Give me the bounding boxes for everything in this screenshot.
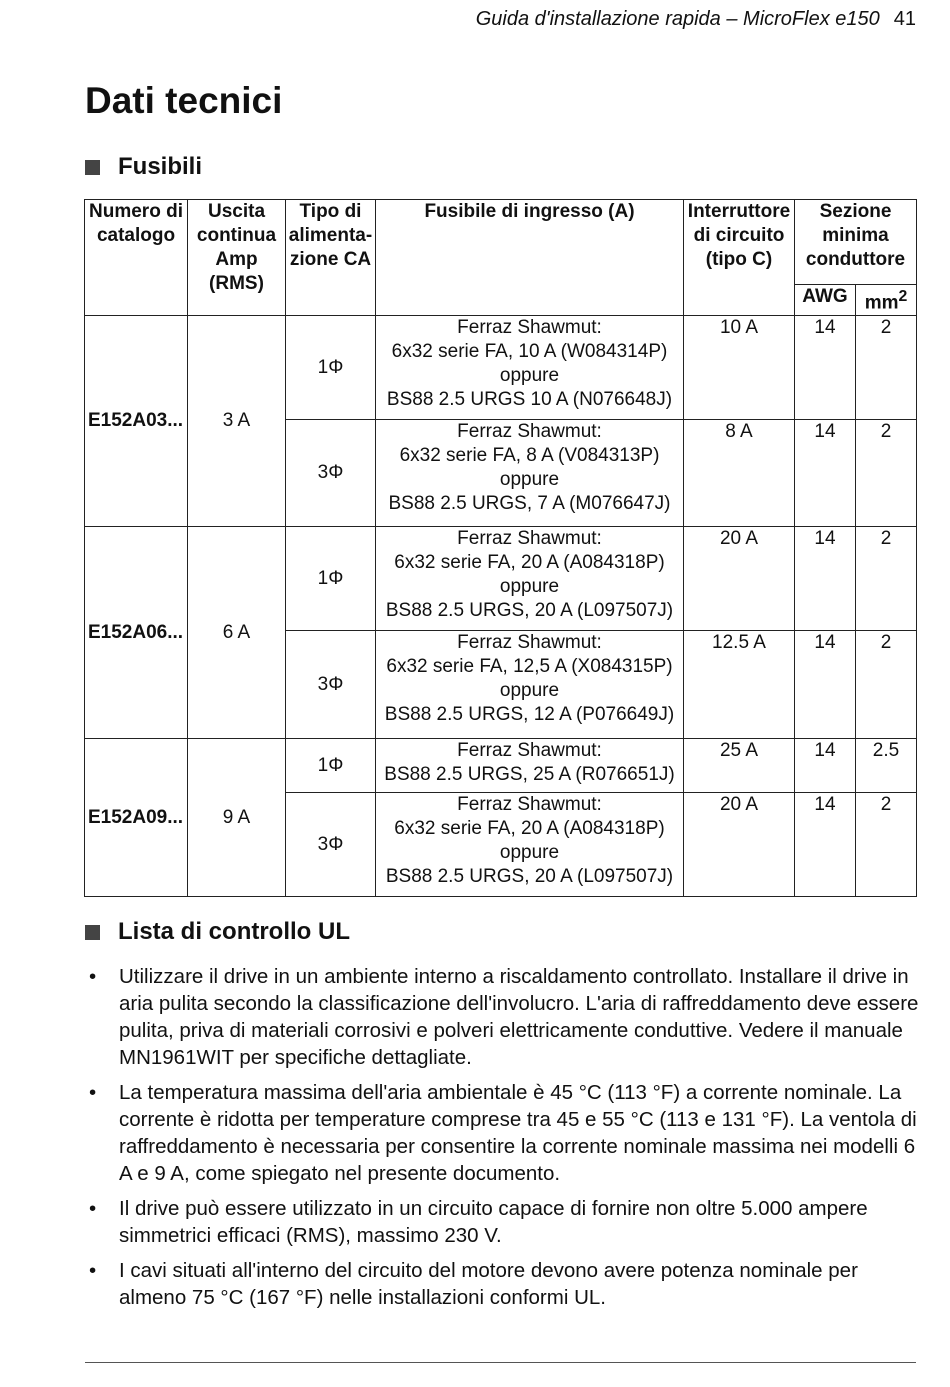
output-cell: 3 A xyxy=(188,316,286,527)
fuse-line: BS88 2.5 URGS, 7 A (M076647J) xyxy=(388,493,671,515)
mm2-cell: 2 xyxy=(856,420,917,527)
phase-cell: 3Φ xyxy=(286,420,376,527)
breaker-cell: 8 A xyxy=(684,420,795,527)
breaker-cell: 12.5 A xyxy=(684,631,795,739)
fuse-cell xyxy=(376,739,684,793)
page-title: Dati tecnici xyxy=(85,80,283,121)
list-item: • I cavi situati all'interno del circuito del motore devono avere potenza nominale per almeno 75 °C (167 °F) nelle installazioni conformi UL. xyxy=(86,1257,921,1311)
table-row xyxy=(85,527,917,631)
fuse-line: 6x32 serie FA, 8 A (V084313P) xyxy=(399,445,660,467)
breaker-cell: 25 A xyxy=(684,739,795,793)
fuse-line: Ferraz Shawmut: xyxy=(457,421,602,443)
awg-cell: 14 xyxy=(795,793,856,897)
fuse-line: 6x32 serie FA, 20 A (A084318P) xyxy=(394,818,665,840)
fuse-line: Ferraz Shawmut: xyxy=(457,794,602,816)
awg-cell: 14 xyxy=(795,739,856,793)
mm2-cell: 2 xyxy=(856,793,917,897)
fuse-line: Ferraz Shawmut: xyxy=(457,632,602,654)
fuse-line: BS88 2.5 URGS, 20 A (L097507J) xyxy=(385,600,674,622)
table-row xyxy=(85,316,917,420)
phase-cell: 1Φ xyxy=(286,527,376,631)
square-bullet-icon xyxy=(85,160,100,175)
footer-rule xyxy=(85,1362,916,1363)
phase-cell: 3Φ xyxy=(286,631,376,739)
awg-cell: 14 xyxy=(795,316,856,420)
fuse-line: oppure xyxy=(499,680,560,702)
breaker-cell: 20 A xyxy=(684,793,795,897)
awg-cell: 14 xyxy=(795,631,856,739)
list-item: • Utilizzare il drive in un ambiente interno a riscaldamento controllato. Installare il drive in aria pulita secondo la classificazione dell'involucro. L'aria di raffreddamento deve essere pulita, priva di materiali corrosivi e polveri elettricamente conduttive. Vedere il manuale MN1961WIT per specifiche dettagliate. xyxy=(86,963,921,1071)
fuse-cell xyxy=(376,527,684,631)
fuse-line: oppure xyxy=(499,469,560,491)
col-header-section: Sezione minima conduttore xyxy=(795,200,917,285)
fuse-line: Ferraz Shawmut: xyxy=(457,740,602,762)
fuse-cell xyxy=(376,420,684,527)
fuse-line: Ferraz Shawmut: xyxy=(457,317,602,339)
fuse-line: oppure xyxy=(499,576,560,598)
output-cell: 9 A xyxy=(188,739,286,897)
breaker-cell: 10 A xyxy=(684,316,795,420)
mm2-cell: 2 xyxy=(856,316,917,420)
catalog-cell: E152A03... xyxy=(85,316,188,527)
output-cell: 6 A xyxy=(188,527,286,739)
fuse-line: BS88 2.5 URGS 10 A (N076648J) xyxy=(386,389,673,411)
catalog-cell: E152A06... xyxy=(85,527,188,739)
breaker-cell: 20 A xyxy=(684,527,795,631)
fuse-line: 6x32 serie FA, 12,5 A (X084315P) xyxy=(386,656,673,678)
fuse-line: BS88 2.5 URGS, 12 A (P076649J) xyxy=(384,704,675,726)
mm2-cell: 2.5 xyxy=(856,739,917,793)
list-item: • Il drive può essere utilizzato in un circuito capace di fornire non oltre 5.000 ampere simmetrici efficaci (RMS), massimo 230 V. xyxy=(86,1195,921,1249)
fuses-heading-text: Fusibili xyxy=(118,153,202,180)
fuse-line: Ferraz Shawmut: xyxy=(457,528,602,550)
table-row xyxy=(85,739,917,793)
col-header-mm2: $mm^2$ xyxy=(856,285,917,316)
fuses-table xyxy=(84,199,917,897)
running-title: Guida d'installazione rapida – MicroFlex e150 xyxy=(475,8,880,30)
awg-cell: 14 xyxy=(795,527,856,631)
col-header-fuse: Fusibile di ingresso (A) xyxy=(376,200,684,316)
col-header-supply: Tipo di alimenta-zione CA xyxy=(286,200,376,316)
col-header-output: Uscita continua Amp (RMS) xyxy=(188,200,286,316)
fuse-line: oppure xyxy=(499,365,560,387)
square-bullet-icon xyxy=(85,925,100,940)
mm2-cell: 2 xyxy=(856,527,917,631)
fuse-line: BS88 2.5 URGS, 25 A (R076651J) xyxy=(384,764,675,786)
fuse-line: BS88 2.5 URGS, 20 A (L097507J) xyxy=(385,866,674,888)
fuse-line: oppure xyxy=(499,842,560,864)
fuse-cell xyxy=(376,631,684,739)
fuse-line: 6x32 serie FA, 20 A (A084318P) xyxy=(394,552,665,574)
col-header-catalog: Numero di catalogo xyxy=(85,200,188,316)
fuses-table-body xyxy=(85,316,917,897)
mm2-cell: 2 xyxy=(856,631,917,739)
phase-cell: 1Φ xyxy=(286,739,376,793)
page-number: 41 xyxy=(893,8,916,30)
fuses-heading xyxy=(85,153,202,181)
col-header-breaker: Interruttore di circuito (tipo C) xyxy=(684,200,795,316)
col-header-awg: AWG xyxy=(795,285,856,316)
running-header xyxy=(476,8,916,31)
catalog-cell: E152A09... xyxy=(85,739,188,897)
ul-heading-text: Lista di controllo UL xyxy=(118,918,350,945)
phase-cell: 1Φ xyxy=(286,316,376,420)
fuse-cell xyxy=(376,793,684,897)
fuse-cell xyxy=(376,316,684,420)
ul-heading xyxy=(85,918,350,946)
list-item: • La temperatura massima dell'aria ambientale è 45 °C (113 °F) a corrente nominale. La corrente è ridotta per temperature comprese tra 45 e 55 °C (113 e 131 °F). La ventola di raffreddamento è necessaria per consentire la corrente nominale massima nei modelli 6 A e 9 A, come spiegato nel presente documento. xyxy=(86,1079,921,1187)
awg-cell: 14 xyxy=(795,420,856,527)
phase-cell: 3Φ xyxy=(286,793,376,897)
ul-checklist xyxy=(86,963,921,1319)
fuse-line: 6x32 serie FA, 10 A (W084314P) xyxy=(391,341,668,363)
